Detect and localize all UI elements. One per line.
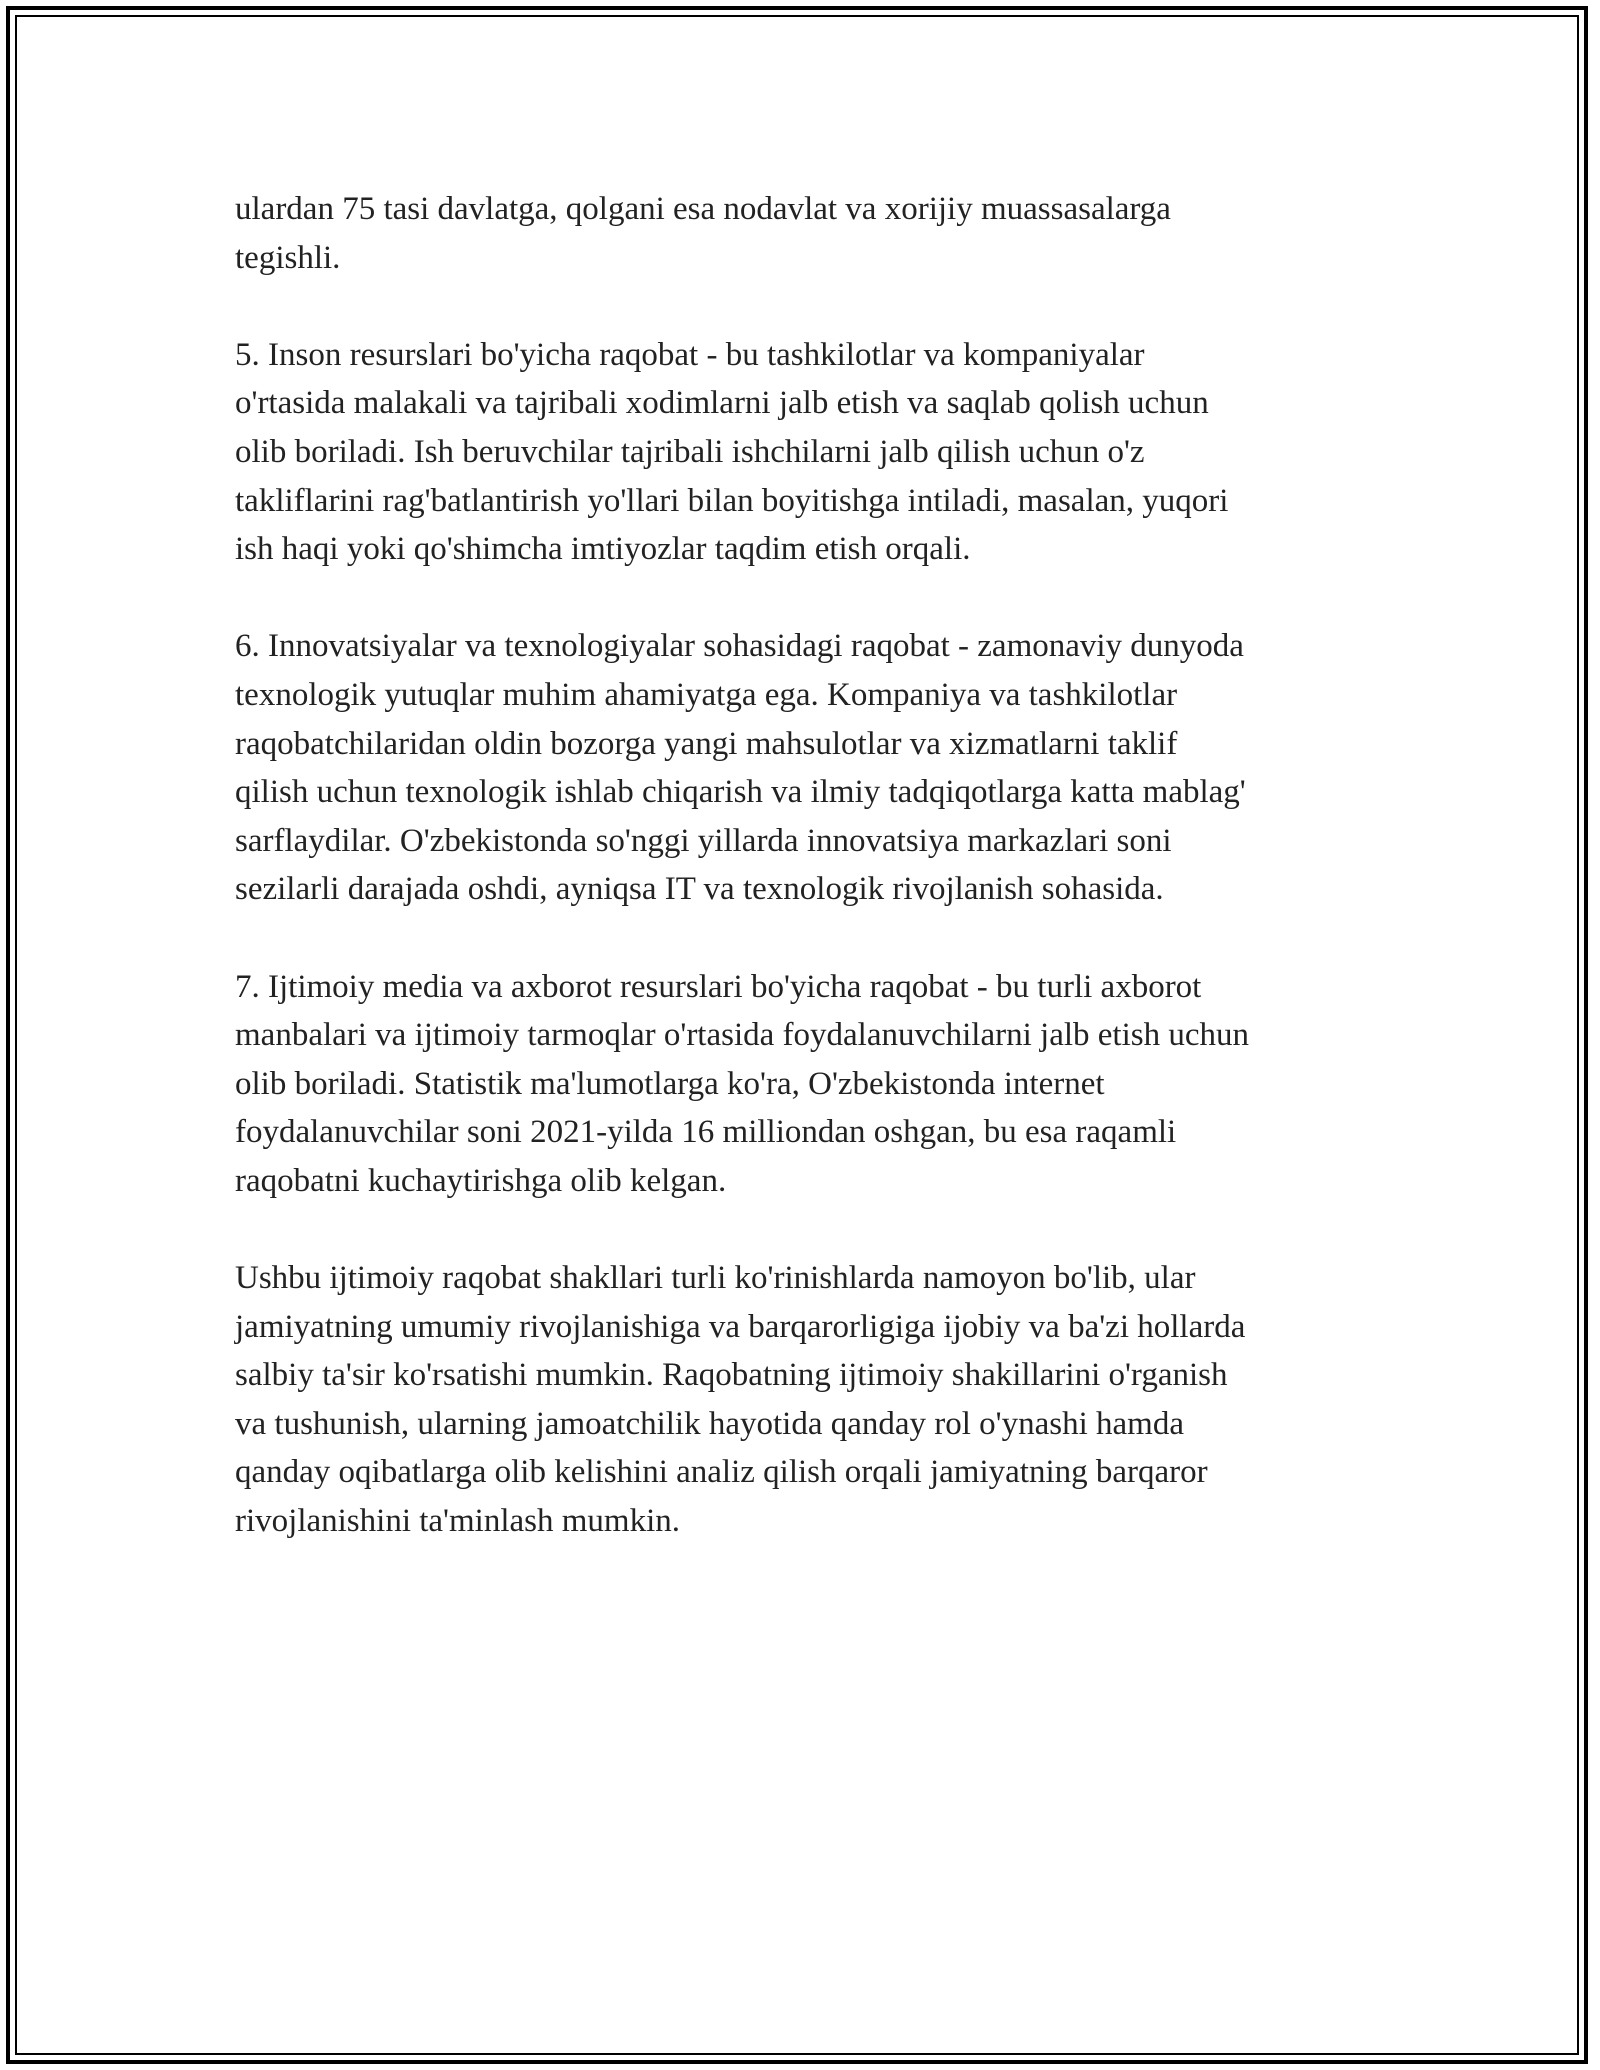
text-line: sarflaydilar. O'zbekistonda so'nggi yillarda innovatsiya markazlari soni: [235, 822, 1172, 859]
text-line: olib boriladi. Statistik ma'lumotlarga ko'ra, O'zbekistonda internet: [235, 1065, 1105, 1102]
paragraph-item-6: [235, 622, 1385, 914]
document-body: [235, 185, 1385, 1594]
text-line: texnologik yutuqlar muhim ahamiyatga ega. Kompaniya va tashkilotlar: [235, 676, 1178, 713]
text-line: takliflarini rag'batlantirish yo'llari bilan boyitishga intiladi, masalan, yuqori: [235, 482, 1229, 519]
text-line: foydalanuvchilar soni 2021-yilda 16 milliondan oshgan, bu esa raqamli: [235, 1114, 1177, 1151]
text-line: va tushunish, ularning jamoatchilik hayotida qanday rol o'ynashi hamda: [235, 1405, 1184, 1442]
text-line: 5. Inson resurslari bo'yicha raqobat - bu tashkilotlar va kompaniyalar: [235, 336, 1145, 373]
text-line: o'rtasida malakali va tajribali xodimlarni jalb etish va saqlab qolish uchun: [235, 385, 1209, 422]
text-line: raqobatni kuchaytirishga olib kelgan.: [235, 1162, 727, 1199]
text-line: Ushbu ijtimoiy raqobat shakllari turli ko'rinishlarda namoyon bo'lib, ular: [235, 1260, 1196, 1297]
text-line: jamiyatning umumiy rivojlanishiga va barqarorligiga ijobiy va ba'zi hollarda: [235, 1308, 1246, 1345]
text-line: qanday oqibatlarga olib kelishini analiz qilish orqali jamiyatning barqaror: [235, 1454, 1208, 1491]
text-line: qilish uchun texnologik ishlab chiqarish va ilmiy tadqiqotlarga katta mablag': [235, 774, 1246, 811]
paragraph-conclusion: [235, 1254, 1385, 1546]
text-line: tegishli.: [235, 239, 341, 276]
paragraph-item-5: [235, 331, 1385, 574]
text-line: ulardan 75 tasi davlatga, qolgani esa nodavlat va xorijiy muassasalarga: [235, 191, 1171, 227]
text-line: salbiy ta'sir ko'rsatishi mumkin. Raqobatning ijtimoiy shakillarini o'rganish: [235, 1357, 1228, 1394]
text-line: rivojlanishini ta'minlash mumkin.: [235, 1503, 681, 1540]
text-line: manbalari va ijtimoiy tarmoqlar o'rtasida foydalanuvchilarni jalb etish uchun: [235, 1017, 1249, 1054]
paragraph-continuation: [235, 185, 1385, 282]
text-line: 6. Innovatsiyalar va texnologiyalar sohasidagi raqobat - zamonaviy dunyoda: [235, 628, 1244, 665]
text-line: olib boriladi. Ish beruvchilar tajribali ishchilarni jalb qilish uchun o'z: [235, 433, 1145, 470]
text-line: raqobatchilaridan oldin bozorga yangi mahsulotlar va xizmatlarni taklif: [235, 725, 1178, 762]
paragraph-item-7: [235, 963, 1385, 1206]
text-line: sezilarli darajada oshdi, ayniqsa IT va texnologik rivojlanish sohasida.: [235, 871, 1164, 908]
text-line: 7. Ijtimoiy media va axborot resurslari bo'yicha raqobat - bu turli axborot: [235, 968, 1202, 1005]
text-line: ish haqi yoki qo'shimcha imtiyozlar taqdim etish orqali.: [235, 531, 971, 568]
